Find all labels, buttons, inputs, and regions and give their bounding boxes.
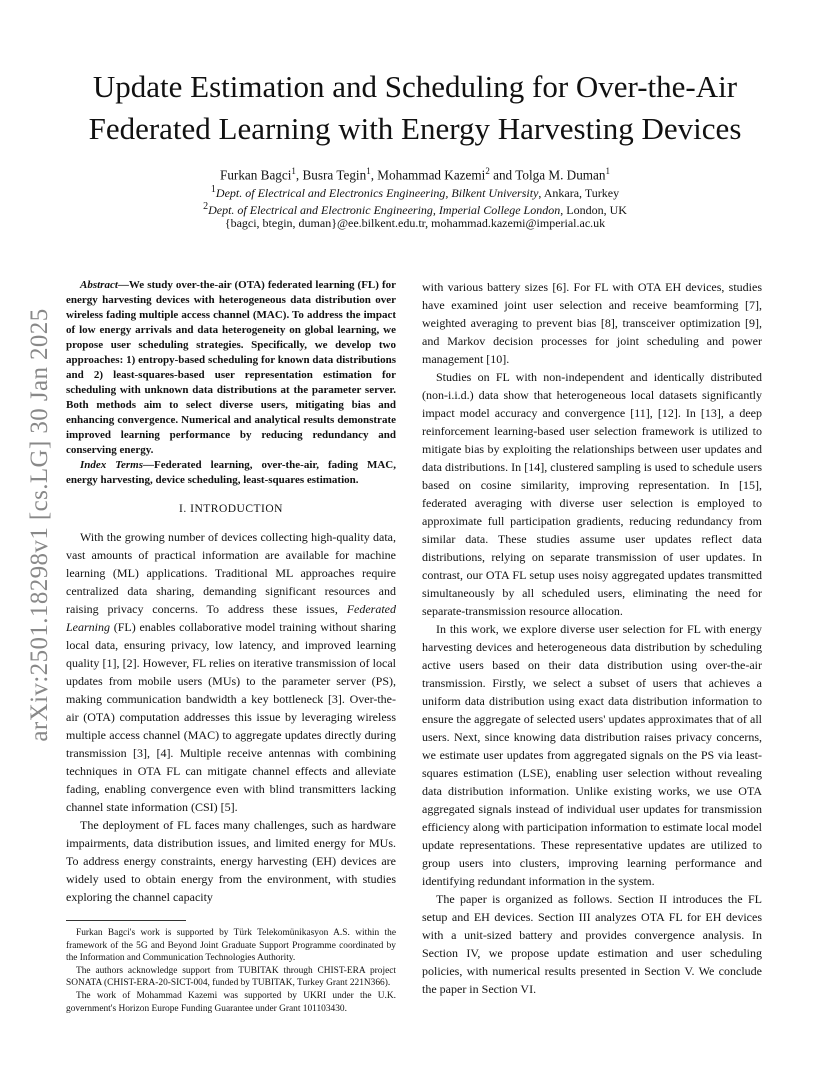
footnote: The authors acknowledge support from TUBITAK through CHIST-ERA project SONATA (CHIST-ERA-20-SICT-004, funded by TUBITAK, Turkey Grant 221N366). xyxy=(66,965,396,989)
author-emails: {bagci, btegin, duman}@ee.bilkent.edu.tr, mohammad.kazemi@imperial.ac.uk xyxy=(224,216,606,230)
paper-title xyxy=(40,66,790,150)
index-terms-label: Index Terms xyxy=(80,459,143,471)
author-name: Mohammad Kazemi xyxy=(377,167,486,183)
index-terms-text: —Federated learning, over-the-air, fading MAC, energy harvesting, device scheduling, least-squares estimation. xyxy=(66,459,396,486)
affiliation-1: $^1$Dept. of Electrical and Electronics Engineering, Bilkent University, Ankara, Turkey xyxy=(210,184,620,200)
author-name: Furkan Bagci xyxy=(220,167,292,183)
author-name: Tolga M. Duman xyxy=(515,167,606,183)
author-aff: 1 xyxy=(605,166,610,176)
affiliation-location: , London, UK xyxy=(560,203,627,217)
body-paragraph: In this work, we explore diverse user selection for FL with energy harvesting devices and heterogeneous data distribution by scheduling active users based on their data distribution using over-the-air transmission. Firstly, we select a subset of users that achieves a uniform data distribution using exact data distribution information to ensure the aggregate of selected users' updates approximates that of all users. Next, since knowing data distribution raises privacy concerns, we estimate user updates from aggregated signals on the PS via least-squares estimation (LSE), enabling user selection without revealing data distribution information. Unlike existing works, we use OTA aggregated signals instead of individual user updates for transmission efficiency along with participation information to estimate local model update representations. These representative updates are utilized to group users into clusters, improving learning performance and identifying redundant information in the system. xyxy=(422,622,762,888)
left-column xyxy=(66,278,396,1015)
intro-paragraph-2: The deployment of FL faces many challenges, such as hardware impairments, data distribution issues, and limited energy for MUs. To address energy constraints, energy harvesting (EH) devices are widely used to obtain energy from the environment, with studies exploring the channel capacity xyxy=(66,818,396,904)
emphasis: Federated Learning xyxy=(66,602,396,634)
footnote-rule xyxy=(66,920,186,921)
title-line-1: Update Estimation and Scheduling for Over-the-Air xyxy=(92,69,738,104)
title-line-2: Federated Learning with Energy Harvesting Devices xyxy=(88,111,742,146)
footnote: The work of Mohammad Kazemi was supported by UKRI under the U.K. government's Horizon Europe Funding Guarantee under Grant 101103430. xyxy=(66,990,396,1014)
affiliation-dept: Dept. of Electrical and Electronic Engineering, Imperial College London xyxy=(208,203,561,217)
arxiv-watermark xyxy=(20,290,60,760)
footnote: Furkan Bagci's work is supported by Türk Telekomünikasyon A.S. within the framework of the 5G and Beyond Joint Graduate Support Programme coordinated by the Information and Communication Technologies Authority. xyxy=(66,928,396,964)
author-aff: 1 xyxy=(291,166,296,176)
body-paragraph: with various battery sizes [6]. For FL with OTA EH devices, studies have examined joint user selection and receive beamforming [7], weighted averaging to prevent bias [8], transceiver optimization [9], and Markov decision processes for joint scheduling and power management [10]. xyxy=(422,280,762,366)
right-column xyxy=(422,278,762,998)
body-paragraph: Studies on FL with non-independent and identically distributed (non-i.i.d.) data show that heterogeneous local datasets significantly impact model accuracy and convergence [11], [12]. In [13], a deep reinforcement learning-based user selection framework is utilized to mitigate bias by exploiting the relationships between user updates and data distributions. In [14], clustered sampling is used to schedule users based on cosine similarity, improving representation. In [15], federated averaging with diverse user selection is employed to approximate full participation gradients, reducing redundancy from similar data. These studies assume user updates reflect data distributions, relying on separate transmission of user updates. In contrast, our OTA FL setup uses noisy aggregated updates transmitted simultaneously by all scheduled users, eliminating the need for separate-transmission resource allocation. xyxy=(422,370,762,618)
author-name: Busra Tegin xyxy=(302,167,367,183)
affiliation-dept: Dept. of Electrical and Electronics Engineering, Bilkent University xyxy=(215,186,539,200)
intro-paragraph-1: With the growing number of devices collecting high-quality data, vast amounts of practical information are available for machine learning (ML) applications. Traditional ML approaches require centralized data sharing, demanding significant resources and raising privacy concerns. To address these issues, Federated Learning (FL) enables collaborative model training without sharing local data, ensuring privacy, low latency, and improved learning quality [1], [2]. However, FL relies on iterative transmission of local updates from mobile users (MUs) to the parameter server (PS), making communication bandwidth a key bottleneck [3]. Over-the-air (OTA) computation addresses this issue by leveraging wireless multiple access channel (MAC) to aggregate updates directly during transmission [3], [4]. Multiple receive antennas with combining techniques in OTA FL can mitigate channel effects and alleviate fading, enabling convergence even with blind transmitters lacking channel state information (CSI) [5]. xyxy=(66,530,396,814)
author-aff: 1 xyxy=(366,166,371,176)
body-paragraph: The paper is organized as follows. Section II introduces the FL setup and EH devices. Section III analyzes OTA FL for EH devices with a unit-sized battery and provides convergence analysis. In Section IV, we propose update estimation and user scheduling policies, with numerical results presented in Section V. We conclude the paper in Section VI. xyxy=(422,892,762,996)
author-aff: 2 xyxy=(485,166,490,176)
affiliation-2: $^2$Dept. of Electrical and Electronic Engineering, Imperial College London, London, UK xyxy=(203,201,627,217)
section-heading-introduction: I. INTRODUCTION xyxy=(179,503,283,515)
abstract-label: Abstract xyxy=(80,279,118,291)
abstract-text: —We study over-the-air (OTA) federated learning (FL) for energy harvesting devices with heterogeneous data distribution over wireless fading multiple access channel (MAC). To address the impact of low energy arrivals and data heterogeneity on global learning, we propose user scheduling strategies. Specifically, we develop two approaches: 1) entropy-based scheduling for known data distributions and 2) least-squares-based user representation estimation for scheduling with unknown data distributions at the parameter server. Both methods aim to select diverse users, mitigating bias and enhancing convergence. Numerical and analytical results demonstrate improved learning performance by reducing redundancy and conserving energy. xyxy=(66,279,396,456)
index-terms xyxy=(66,458,396,488)
affiliation-location: , Ankara, Turkey xyxy=(538,186,620,200)
arxiv-id: arXiv:2501.18298v1 [cs.LG] 30 Jan 2025 xyxy=(26,308,53,742)
abstract xyxy=(66,278,396,458)
author-list: Furkan Bagci$^1$, Busra Tegin$^1$, Mohammad Kazemi$^2$ and Tolga M. Duman$^1$ xyxy=(220,166,610,183)
